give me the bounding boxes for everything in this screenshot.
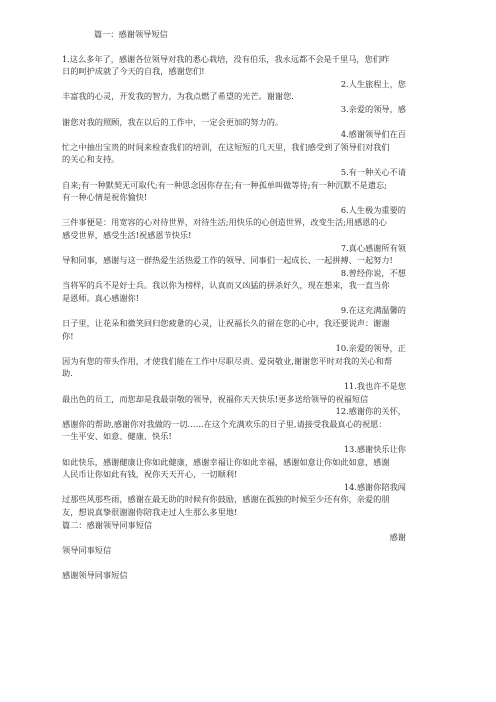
body-line: 是恩师。真心感谢你!	[62, 292, 139, 303]
section-heading-1: 篇一：感谢领导短信	[94, 29, 168, 39]
body-line: 4.感谢领导们在百	[340, 129, 406, 140]
body-line: 8.曾经你说，不想	[340, 267, 406, 278]
body-line: 三件事便是：用宽容的心对待世界，对待生活;用快乐的心创造世界，改变生活;用感恩的心	[62, 217, 387, 228]
body-line: 因为有您的带头作用，才使我们能在工作中尽职尽责、爱岗敬业,谢谢您平时对我的关心和帮	[62, 355, 393, 366]
body-line: 感谢	[389, 532, 406, 543]
body-line: 人民币让你如此有钱，祝你天天开心，一切顺利!	[62, 469, 238, 480]
document-body	[62, 53, 406, 582]
body-line: 2.人生旅程上，您	[340, 78, 406, 89]
body-line: 7.真心感谢所有领	[340, 242, 406, 253]
body-line: 6.人生极为重要的	[340, 204, 406, 215]
body-line: 导和同事，感谢与这一群热爱生活热爱工作的领导、同事们一起成长、一起拼搏、一起努力!	[62, 255, 393, 266]
body-line: 你!	[62, 330, 74, 341]
body-line: 感谢领导同事短信	[62, 569, 128, 580]
body-line: 日子里，让花朵和微笑回归您疲惫的心灵，让祝福长久的留在您的心中，我还要说声：谢谢	[62, 318, 390, 329]
body-line: 如此快乐，感谢健康让你如此健康，感谢幸福让你如此幸福，感谢如意让你如此如意，感谢	[62, 456, 390, 467]
body-line: 的关心和支持。	[62, 154, 120, 165]
body-line: 自来;有一种默契无可取代;有一种思念因你存在;有一种孤单叫做等待;有一种沉默不是遗忘;	[62, 179, 387, 190]
body-line: 领导同事短信	[62, 544, 112, 555]
body-line: 忙之中抽出宝贵的时间来检查我们的培训，在这短短的几天里，我们感受到了领导们对我们	[62, 141, 390, 152]
body-line: 过那些风那些雨，感谢在最无助的时候有你鼓励，感谢在孤独的时候至少还有你，亲爱的朋	[62, 494, 390, 505]
document-page	[62, 0, 406, 582]
body-line: 一生平安、如意、健康、快乐!	[62, 431, 172, 442]
body-line: 感谢你的帮助,感谢你对我做的一切……在这个充满欢乐的日子里,请接受我最真心的祝愿：	[62, 418, 387, 429]
body-line: 丰富我的心灵，开发我的智力，为我点燃了希望的光芒。谢谢您.	[62, 91, 294, 102]
body-line: 友，想说真挚很谢谢你陪我走过人生那么多里地!	[62, 506, 238, 517]
body-line: 最出色的员工，而您却是我最崇敬的领导，祝福你天天快乐!更多送给领导的祝福短信	[62, 393, 369, 404]
body-line: 谢您对我的照顾，我在以后的工作中，一定会更加的努力的。	[62, 116, 284, 127]
body-line: 感受世界，感受生活!祝感恩节快乐!	[62, 229, 192, 240]
body-line: 1.这么多年了，感谢各位领导对我的悉心栽培，没有伯乐，我永远都不会是千里马，您们昨	[62, 53, 390, 64]
body-line: 13.感谢快乐让你	[343, 444, 406, 454]
body-line: 9.在这充满温馨的	[340, 305, 406, 316]
body-line: 当将军的兵不是好士兵。我以你为榜样，认真而又凶猛的拼杀好久，现在想来，我一直当你	[62, 280, 390, 291]
body-line: 12.感谢你的关怀，	[335, 406, 406, 417]
body-line: 有一种心情是祝你愉快!	[62, 192, 148, 203]
body-line: 日的呵护成就了今天的自我，感谢您们!	[62, 66, 205, 77]
body-line	[62, 556, 406, 569]
body-line: 3.亲爱的领导，感	[340, 103, 406, 114]
body-line: 助.	[62, 368, 73, 379]
body-line: 11.我也许不是您	[343, 381, 406, 392]
body-line: 篇二：感谢领导同事短信	[62, 519, 153, 530]
body-line: 5.有一种关心不请	[340, 166, 406, 177]
body-line: 14.感谢你陪我闯	[343, 481, 406, 492]
body-line: 10.亲爱的领导，正	[335, 343, 406, 354]
